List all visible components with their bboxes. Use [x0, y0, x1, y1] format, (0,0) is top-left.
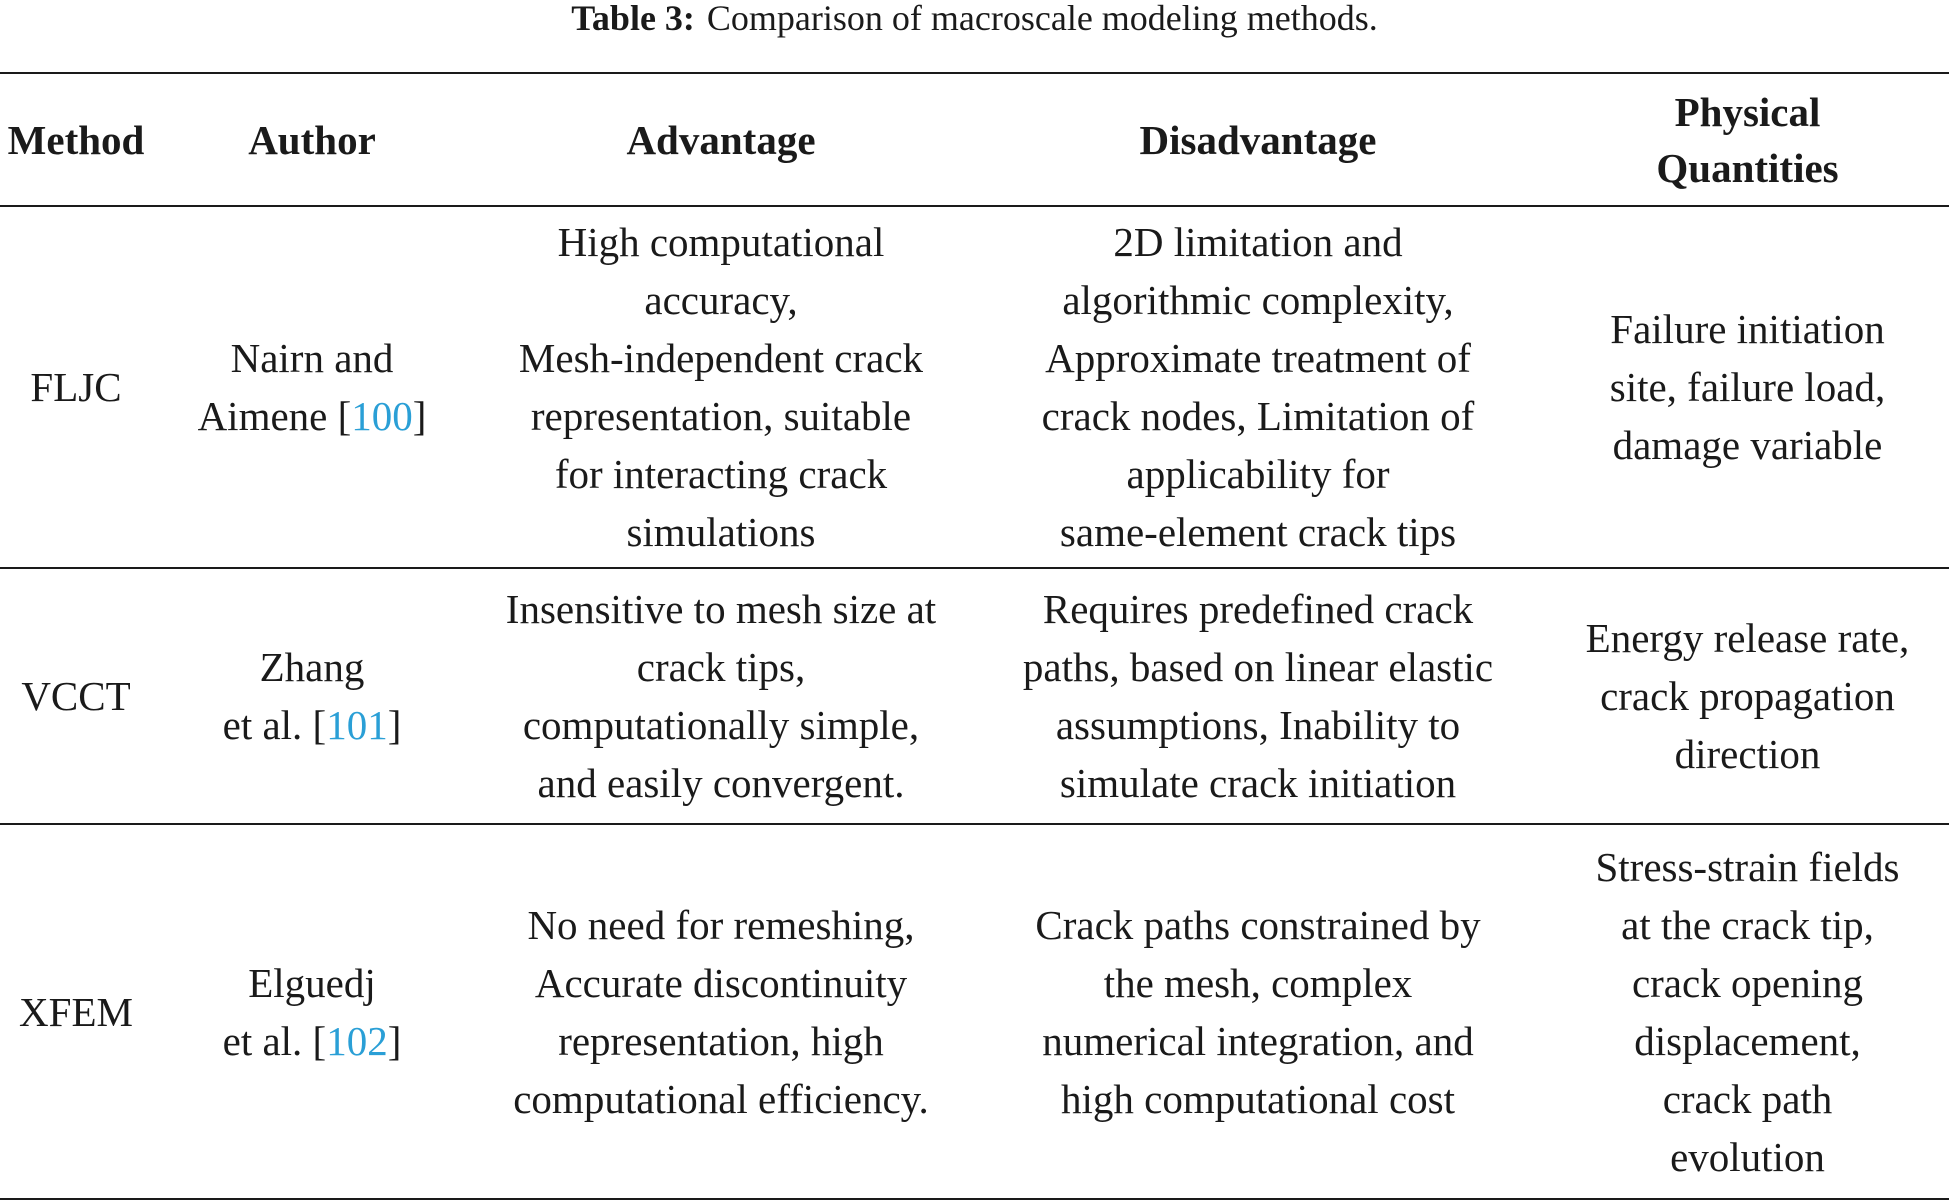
author-line: Elguedj [248, 959, 376, 1006]
text-line: evolution [1670, 1133, 1825, 1180]
text-line: Approximate treatment of [1045, 335, 1471, 381]
text-line: accuracy, [644, 277, 798, 323]
header-row [0, 73, 1949, 206]
author-cell [152, 568, 472, 824]
author-cell [152, 824, 472, 1199]
author-line [156, 696, 468, 754]
text-line: the mesh, complex [1103, 959, 1413, 1006]
text-line: direction [1674, 731, 1821, 777]
text-line: crack propagation [1600, 673, 1895, 719]
text-line: Insensitive to mesh size at [505, 586, 937, 632]
caption-text: Comparison of macroscale modeling methods. [706, 0, 1378, 38]
author-cell [152, 206, 472, 568]
physical-quantities-cell [1546, 568, 1949, 824]
method-cell: FLJC [0, 206, 152, 568]
header-physical-line: Quantities [1656, 144, 1839, 191]
physical-quantities-cell [1546, 206, 1949, 568]
text-line: simulations [626, 509, 816, 555]
author-line: Nairn and [230, 335, 394, 381]
text-line: No need for remeshing, [527, 901, 915, 948]
text-line: for interacting crack [554, 451, 888, 497]
header-disadvantage: Disadvantage [970, 73, 1546, 206]
ref-bracket: ] [387, 702, 402, 748]
text-line: Accurate discontinuity [534, 959, 908, 1006]
text-line: and easily convergent. [537, 760, 905, 806]
text-line: crack path [1662, 1075, 1833, 1122]
header-physical-line: Physical [1674, 88, 1821, 135]
header-method: Method [0, 73, 152, 206]
header-author: Author [152, 73, 472, 206]
table-row [0, 206, 1949, 568]
text-line: damage variable [1612, 422, 1883, 468]
disadvantage-cell [970, 206, 1546, 568]
text-line: Requires predefined crack [1042, 586, 1474, 632]
text-line: numerical integration, and [1042, 1017, 1474, 1064]
text-line: crack nodes, Limitation of [1041, 393, 1475, 439]
reference-link[interactable]: 102 [326, 1017, 388, 1064]
text-line: representation, suitable [530, 393, 912, 439]
physical-quantities-cell [1546, 824, 1949, 1199]
text-line: Energy release rate, [1585, 615, 1910, 661]
author-line [156, 1012, 468, 1070]
text-line: same-element crack tips [1059, 509, 1457, 555]
reference-link[interactable]: 100 [351, 393, 413, 439]
text-line: Stress-strain fields [1595, 843, 1900, 890]
text-line: paths, based on linear elastic [1022, 644, 1494, 690]
header-physical-quantities [1546, 73, 1949, 206]
text-line: algorithmic complexity, [1062, 277, 1454, 323]
text-line: Failure initiation [1610, 306, 1885, 352]
advantage-cell [472, 824, 970, 1199]
author-line: Zhang [259, 644, 365, 690]
text-line: High computational [557, 219, 885, 265]
advantage-cell [472, 568, 970, 824]
ref-bracket: ] [387, 1017, 402, 1064]
author-text: Aimene [ [197, 393, 352, 439]
text-line: Crack paths constrained by [1035, 901, 1481, 948]
author-text: et al. [ [222, 1017, 327, 1064]
table-row [0, 824, 1949, 1199]
table-row [0, 568, 1949, 824]
advantage-cell [472, 206, 970, 568]
text-line: high computational cost [1061, 1075, 1455, 1122]
text-line: at the crack tip, [1621, 901, 1874, 948]
text-line: applicability for [1126, 451, 1390, 497]
comparison-table [0, 72, 1949, 1200]
text-line: crack opening [1631, 959, 1864, 1006]
caption-label: Table 3: [571, 0, 695, 38]
method-cell: VCCT [0, 568, 152, 824]
text-line: computational efficiency. [513, 1075, 929, 1122]
disadvantage-cell [970, 568, 1546, 824]
text-line: site, failure load, [1609, 364, 1886, 410]
text-line: Mesh-independent crack [518, 335, 924, 381]
method-cell: XFEM [0, 824, 152, 1199]
text-line: 2D limitation and [1113, 219, 1403, 265]
text-line: computationally simple, [522, 702, 920, 748]
table-caption [0, 0, 1949, 40]
header-advantage: Advantage [472, 73, 970, 206]
ref-bracket: ] [412, 393, 427, 439]
text-line: simulate crack initiation [1059, 760, 1457, 806]
author-text: et al. [ [222, 702, 327, 748]
text-line: assumptions, Inability to [1055, 702, 1461, 748]
author-line [156, 387, 468, 445]
text-line: representation, high [558, 1017, 884, 1064]
text-line: crack tips, [636, 644, 806, 690]
reference-link[interactable]: 101 [326, 702, 388, 748]
disadvantage-cell [970, 824, 1546, 1199]
text-line: displacement, [1634, 1017, 1861, 1064]
